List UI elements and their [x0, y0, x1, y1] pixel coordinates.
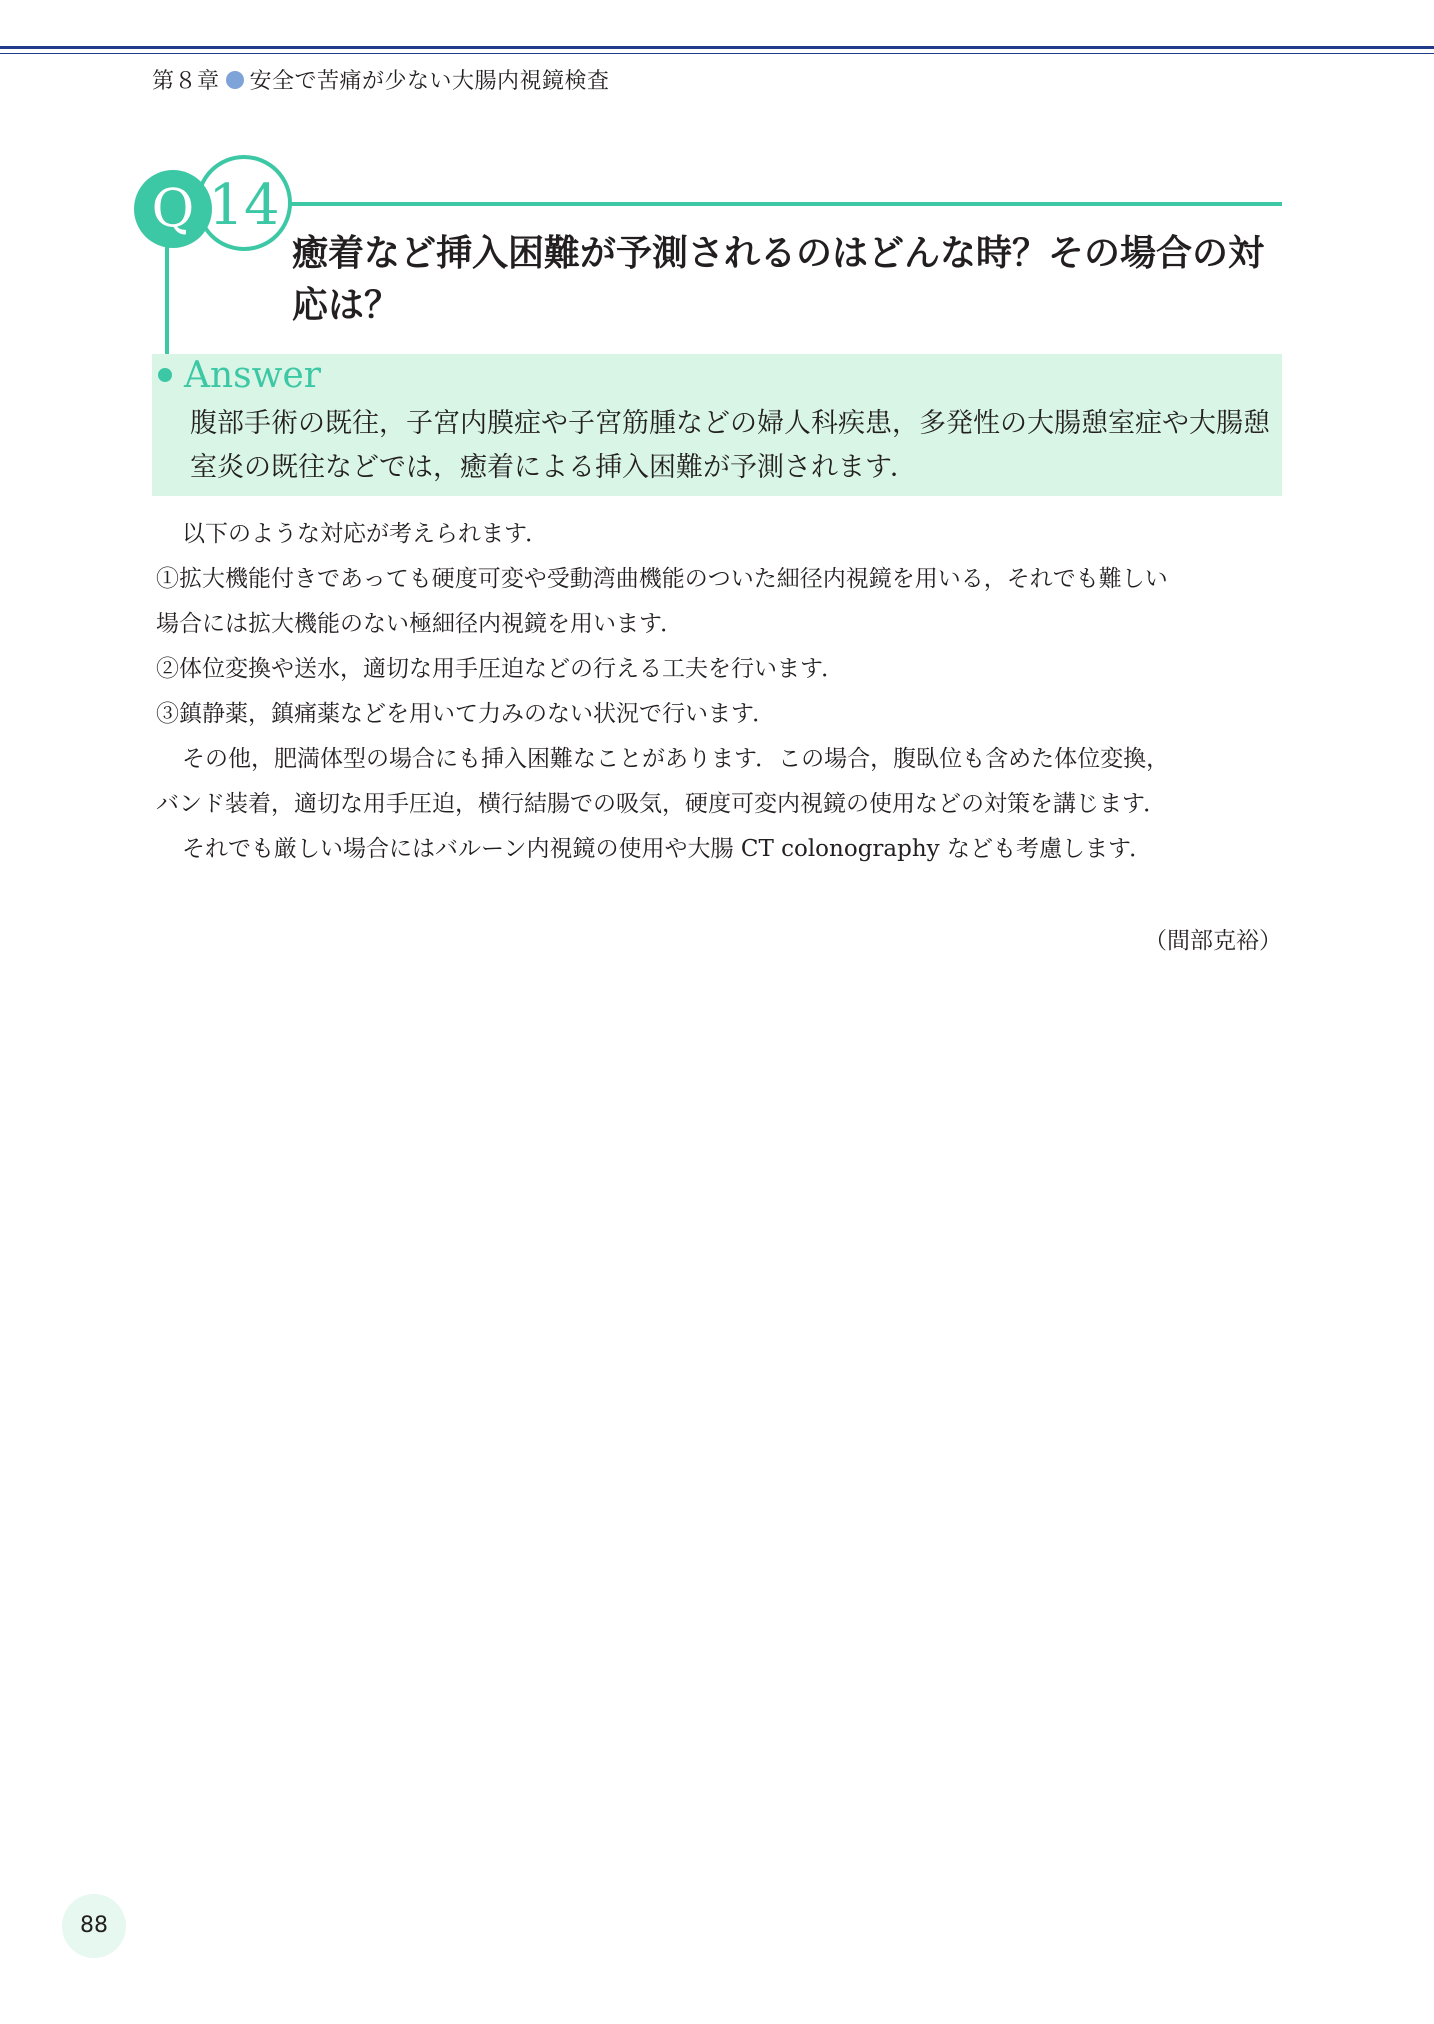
- body-line: 以下のような対応が考えられます．: [182, 521, 549, 547]
- question-title-rule: [290, 202, 1282, 206]
- bullet-icon: [226, 71, 244, 89]
- question-badge: Q: [134, 170, 212, 248]
- running-head: [152, 64, 610, 95]
- body-text: [156, 512, 1282, 872]
- question-text: 癒着など挿入困難が予測されるのはどんな時？その場合の対応は？: [292, 233, 1265, 326]
- body-line: それでも厳しい場合にはバルーン内視鏡の使用や大腸 CT colonography なども考慮します．: [182, 836, 1153, 862]
- author-credit: （間部克裕）: [1144, 928, 1282, 954]
- question-number: 14: [208, 173, 280, 238]
- chapter-number: 第８章: [152, 69, 220, 94]
- body-line: バンド装着，適切な用手圧迫，横行結腸での吸気，硬度可変内視鏡の使用などの対策を講じます．: [156, 791, 1167, 817]
- body-line: ③鎮静薬，鎮痛薬などを用いて力みのない状況で行います．: [156, 701, 776, 727]
- answer-bullet-icon: [158, 368, 172, 382]
- body-line: ②体位変換や送水，適切な用手圧迫などの行える工夫を行います．: [156, 656, 845, 682]
- header-rule: [0, 46, 1434, 49]
- body-line: その他，肥満体型の場合にも挿入困難なことがあります．この場合，腹臥位も含めた体位変換，: [182, 746, 1170, 772]
- page-number: 88: [62, 1894, 126, 1958]
- answer-text: 腹部手術の既往，子宮内膜症や子宮筋腫などの婦人科疾患，多発性の大腸憩室症や大腸憩室炎の既往などでは，癒着による挿入困難が予測されます．: [190, 408, 1270, 483]
- body-line: 場合には拡大機能のない極細径内視鏡を用います．: [156, 611, 684, 637]
- header-rule-thin: [0, 53, 1434, 54]
- body-line: ①拡大機能付きであっても硬度可変や受動湾曲機能のついた細径内視鏡を用いる，それでも難しい: [156, 566, 1168, 592]
- chapter-title: 安全で苦痛が少ない大腸内視鏡検査: [249, 69, 610, 94]
- answer-label: Answer: [184, 355, 321, 396]
